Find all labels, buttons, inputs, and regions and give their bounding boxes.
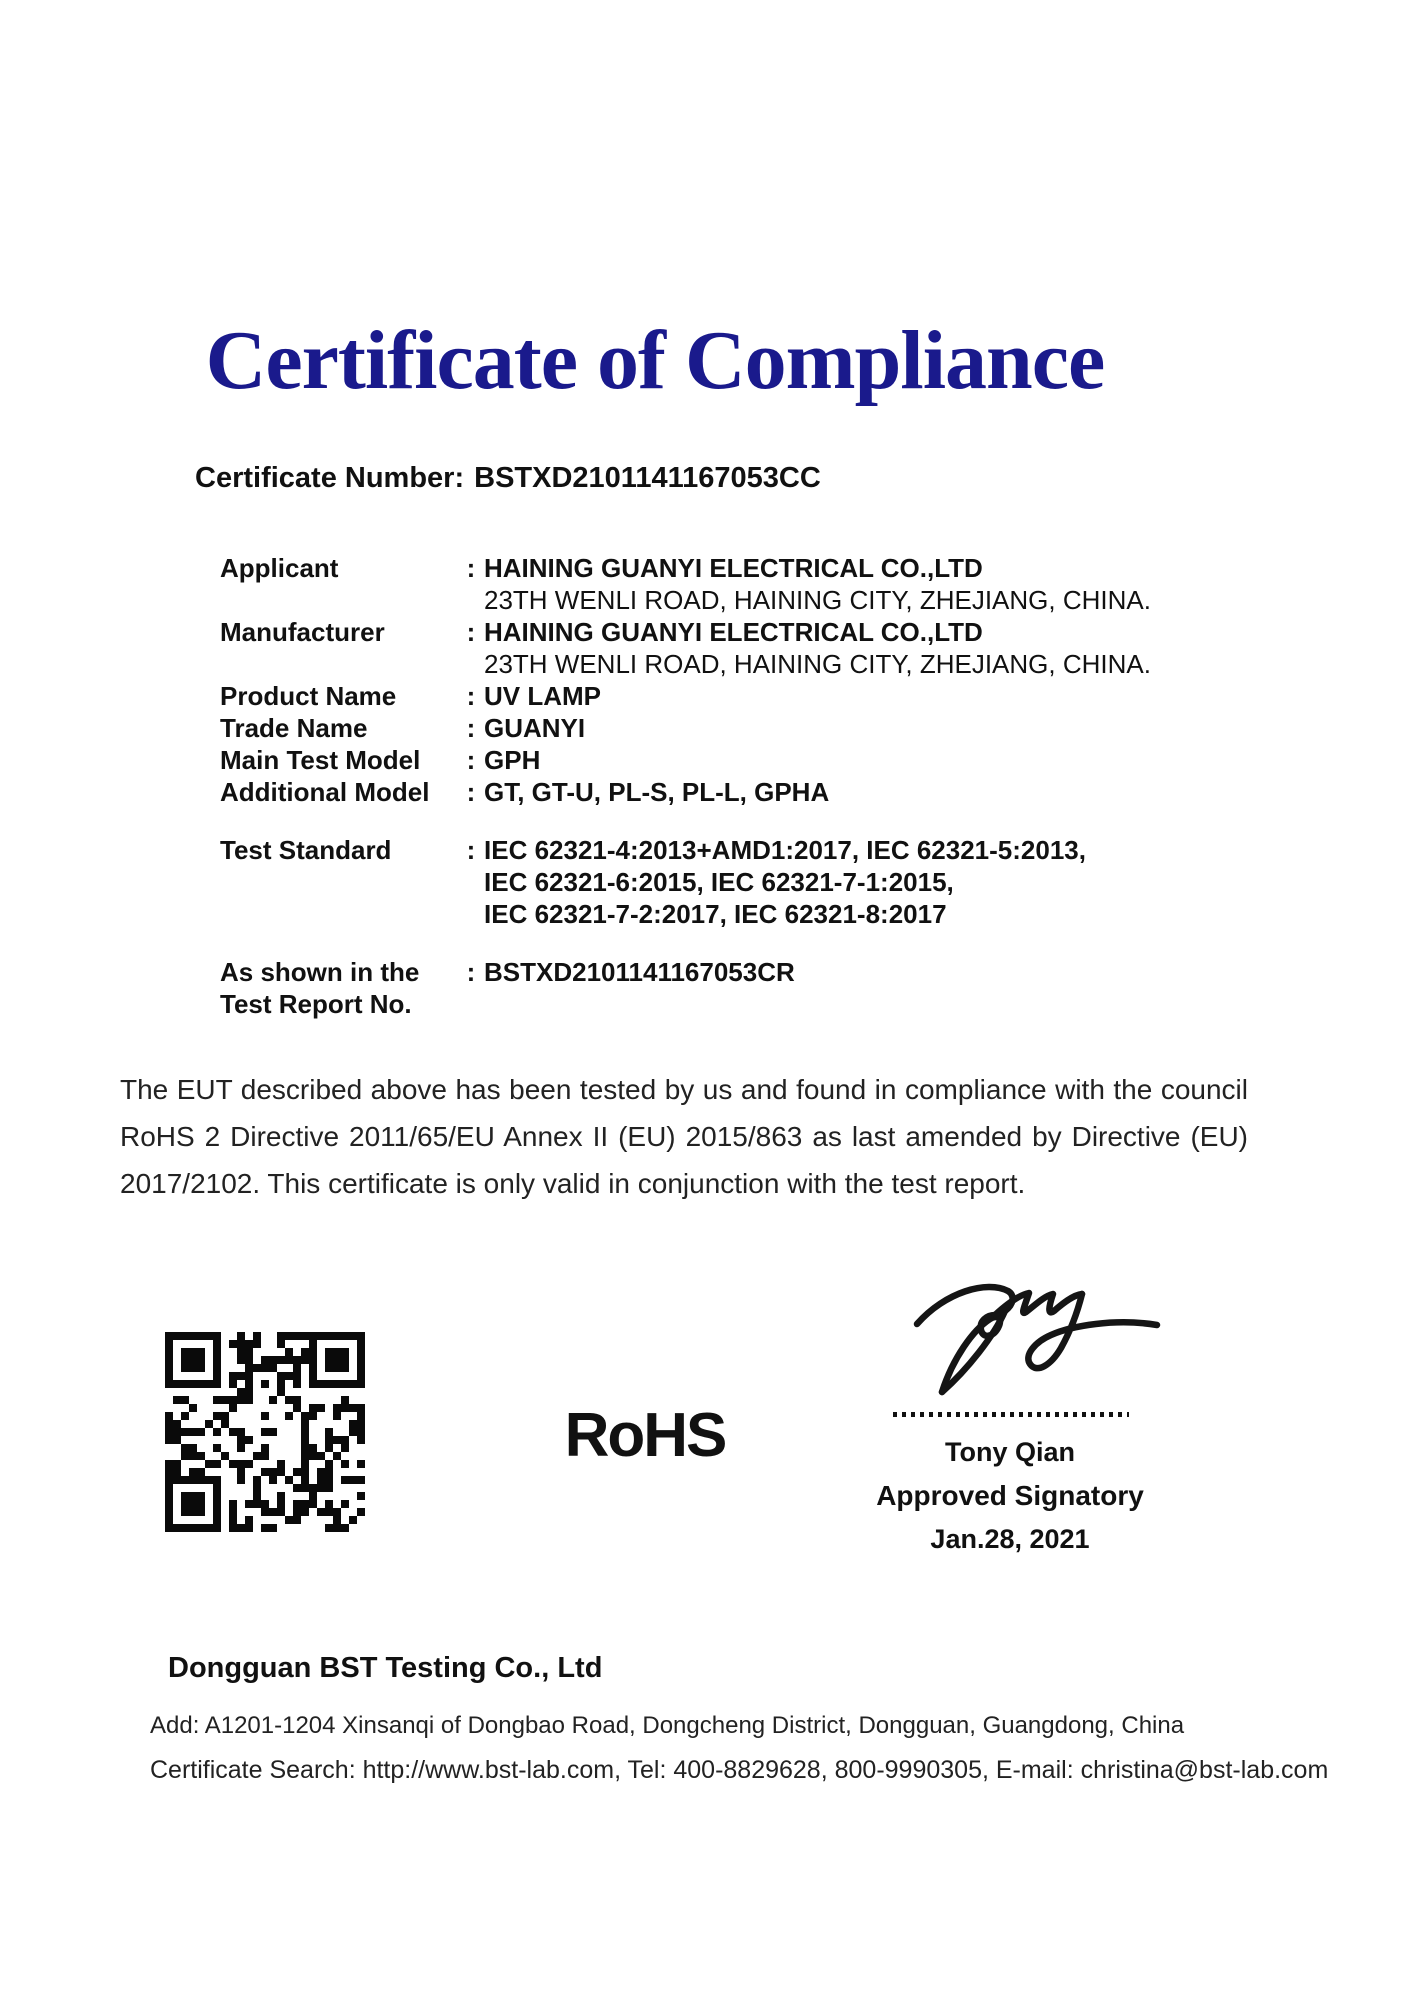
rohs-logo: RoHS <box>564 1401 726 1470</box>
field-row-main-test-model <box>220 744 1180 776</box>
field-value-multiline <box>484 834 1180 930</box>
field-value: 23TH WENLI ROAD, HAINING CITY, ZHEJIANG, CHINA. <box>484 585 1151 615</box>
field-label: As shown in the <box>220 957 420 987</box>
handwritten-signature-icon <box>895 1258 1185 1408</box>
field-row-trade-name <box>220 712 1180 744</box>
field-value: HAINING GUANYI ELECTRICAL CO.,LTD <box>484 553 983 583</box>
field-label: Main Test Model <box>220 745 421 775</box>
field-row-product-name <box>220 680 1180 712</box>
field-row-additional-model <box>220 776 1180 808</box>
field-row-manufacturer-address <box>220 648 1180 680</box>
spacer <box>220 808 1180 834</box>
field-label: Additional Model <box>220 777 430 807</box>
field-label-multiline <box>220 956 458 1020</box>
field-colon: : <box>466 745 476 775</box>
lab-address: Add: A1201-1204 Xinsanqi of Dongbao Road, Dongcheng District, Dongguan, Guangdong, China <box>150 1712 1185 1739</box>
field-value: BSTXD2101141167053CR <box>484 957 795 987</box>
field-value: UV LAMP <box>484 681 601 711</box>
test-standard-line: IEC 62321-6:2015, IEC 62321-7-1:2015, <box>484 867 954 897</box>
test-standard-line: IEC 62321-7-2:2017, IEC 62321-8:2017 <box>484 899 947 929</box>
field-label: Test Report No. <box>220 989 412 1019</box>
certificate-number <box>195 462 821 495</box>
field-row-applicant <box>220 552 1180 584</box>
field-colon: : <box>466 835 476 865</box>
field-label: Test Standard <box>220 835 392 865</box>
certificate-fields <box>220 552 1180 1020</box>
field-row-manufacturer <box>220 616 1180 648</box>
spacer <box>220 930 1180 956</box>
field-label: Manufacturer <box>220 617 385 647</box>
compliance-statement: The EUT described above has been tested by us and found in compliance with the council RoHS 2 Directive 2011/65/EU Annex II (EU) 2015/863 as last amended by Directive (EU) 2017/2102. This certificate is only valid in conjunction with the test report. <box>120 1074 1248 1199</box>
field-row-test-report <box>220 956 1180 1020</box>
field-row-test-standard <box>220 834 1180 930</box>
field-value: GUANYI <box>484 713 586 743</box>
field-colon: : <box>466 553 476 583</box>
field-colon: : <box>466 777 476 807</box>
signature-date: Jan.28, 2021 <box>930 1524 1090 1554</box>
field-value: GPH <box>484 745 541 775</box>
field-colon: : <box>466 681 476 711</box>
field-colon: : <box>466 957 476 987</box>
lab-company-name: Dongguan BST Testing Co., Ltd <box>168 1652 603 1684</box>
certificate-search-line: Certificate Search: http://www.bst-lab.com, Tel: 400-8829628, 800-9990305, E-mail: christina@bst-lab.com <box>150 1756 1329 1784</box>
signatory-name: Tony Qian <box>944 1437 1075 1467</box>
field-label: Trade Name <box>220 713 368 743</box>
field-value: GT, GT-U, PL-S, PL-L, GPHA <box>484 777 830 807</box>
signatory-role: Approved Signatory <box>876 1480 1144 1511</box>
field-colon: : <box>466 617 476 647</box>
page-title: Certificate of Compliance <box>205 314 1105 407</box>
certificate-number-label: Certificate Number: <box>195 462 465 494</box>
field-colon: : <box>466 713 476 743</box>
field-row-applicant-address <box>220 584 1180 616</box>
test-standard-line: IEC 62321-4:2013+AMD1:2017, IEC 62321-5:2013, <box>484 835 1086 865</box>
field-label: Product Name <box>220 681 397 711</box>
field-value: HAINING GUANYI ELECTRICAL CO.,LTD <box>484 617 983 647</box>
field-label: Applicant <box>220 553 339 583</box>
qr-code-icon <box>165 1332 365 1532</box>
signature-dotted-line <box>893 1412 1129 1417</box>
field-value: 23TH WENLI ROAD, HAINING CITY, ZHEJIANG, CHINA. <box>484 649 1151 679</box>
certificate-number-value: BSTXD2101141167053CC <box>474 462 821 494</box>
